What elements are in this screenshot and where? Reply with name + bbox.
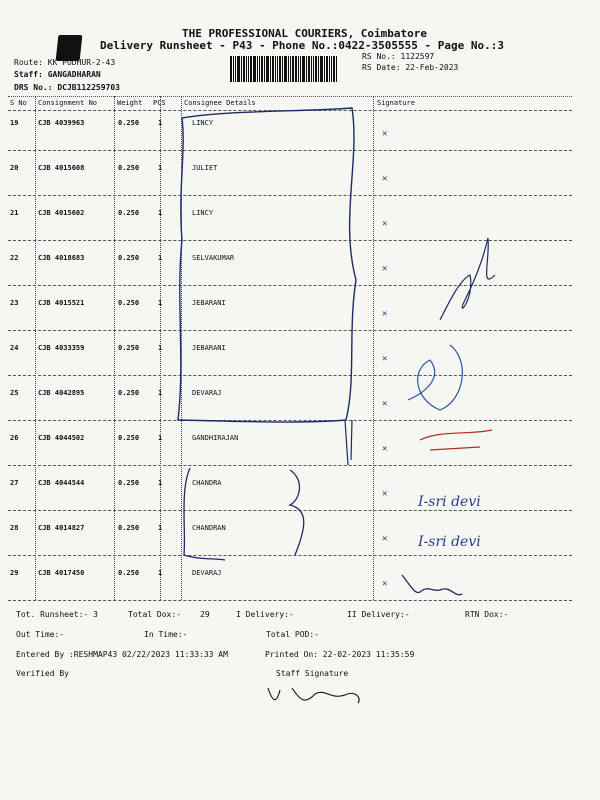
ii-delivery: II Delivery:- <box>347 610 410 619</box>
row-sno: 20 <box>10 164 19 172</box>
verified-by: Verified By <box>16 669 69 678</box>
red-ink-mark <box>420 430 492 450</box>
row-sno: 21 <box>10 209 19 217</box>
row-weight: 0.250 <box>118 389 140 397</box>
row-sno: 25 <box>10 389 19 397</box>
row-weight: 0.250 <box>118 164 140 172</box>
in-time: In Time:- <box>144 630 188 639</box>
row-consignment-no: CJB 4033359 <box>38 344 85 352</box>
row-consignee-name: DEVARAJ <box>192 389 222 397</box>
staff-signature-scrawl <box>268 688 359 703</box>
pen-bracket-right <box>290 470 304 555</box>
row-sno: 28 <box>10 524 19 532</box>
rs-number: RS No.: 1122597 <box>362 52 435 61</box>
row-sno: 26 <box>10 434 19 442</box>
row-consignee-name: GANDHIRAJAN <box>192 434 239 442</box>
row-consignee-name: JEBARANI <box>192 344 226 352</box>
total-dox-value: 29 <box>200 610 210 619</box>
row-consignment-no: CJB 4017450 <box>38 569 85 577</box>
row-weight: 0.250 <box>118 209 140 217</box>
signature-scrawl-1 <box>440 238 495 320</box>
row-weight: 0.250 <box>118 434 140 442</box>
signature-tick-mark: ✕ <box>382 174 388 184</box>
staff-label: Staff: GANGADHARAN <box>14 70 101 79</box>
row-consignee-name: JULIET <box>192 164 218 172</box>
row-pcs: 1 <box>158 164 163 172</box>
signature-tick-mark: ✕ <box>382 264 388 274</box>
row-consignment-no: CJB 4044502 <box>38 434 85 442</box>
row-pcs: 1 <box>158 344 163 352</box>
row-consignee-name: DEVARAJ <box>192 569 222 577</box>
rs-date: RS Date: 22-Feb-2023 <box>362 63 459 72</box>
row-pcs: 1 <box>158 569 163 577</box>
row-consignee-name: CHANDRA <box>192 479 222 487</box>
row-weight: 0.250 <box>118 479 140 487</box>
row-consignee-name: LINCY <box>192 209 214 217</box>
row-pcs: 1 <box>158 299 163 307</box>
signature-tick-mark: ✕ <box>382 354 388 364</box>
signature-scrawl-2 <box>408 345 462 410</box>
signature-tick-mark: ✕ <box>382 309 388 319</box>
signature-tick-mark: ✕ <box>382 219 388 229</box>
signature-tick-mark: ✕ <box>382 129 388 139</box>
document-title: THE PROFESSIONAL COURIERS, Coimbatore <box>182 27 428 40</box>
row-pcs: 1 <box>158 209 163 217</box>
signature-tick-mark: ✕ <box>382 534 388 544</box>
signature-tick-mark: ✕ <box>382 399 388 409</box>
col-consignment: Consignment No <box>38 99 98 107</box>
row-weight: 0.250 <box>118 119 140 127</box>
row-sno: 24 <box>10 344 19 352</box>
handwritten-signature-row28: I-sri devi <box>418 534 481 550</box>
row-pcs: 1 <box>158 434 163 442</box>
row-consignee-name: SELVAKUMAR <box>192 254 235 262</box>
pen-tick-mark <box>345 420 352 465</box>
pen-box-mark <box>178 108 356 422</box>
signature-tick-mark: ✕ <box>382 444 388 454</box>
pen-bracket-left <box>184 468 225 560</box>
row-weight: 0.250 <box>118 524 140 532</box>
tot-runsheet: Tot. Runsheet:- 3 <box>16 610 98 619</box>
row-pcs: 1 <box>158 254 163 262</box>
row-consignment-no: CJB 4015608 <box>38 164 85 172</box>
row-weight: 0.250 <box>118 299 140 307</box>
signature-scrawl-3 <box>402 575 462 595</box>
signature-tick-mark: ✕ <box>382 489 388 499</box>
row-weight: 0.250 <box>118 344 140 352</box>
col-weight: Weight <box>117 99 143 107</box>
route-label: Route: KK PUDHUR-2-43 <box>14 58 116 67</box>
total-dox-label: Total Dox:- <box>128 610 181 619</box>
row-pcs: 1 <box>158 479 163 487</box>
col-signature: Signature <box>377 99 415 107</box>
staff-signature-label: Staff Signature <box>276 669 349 678</box>
col-consignee: Consignee Details <box>184 99 256 107</box>
row-pcs: 1 <box>158 524 163 532</box>
row-sno: 29 <box>10 569 19 577</box>
handwritten-signature-row27: I-sri devi <box>418 494 481 510</box>
row-consignee-name: JEBARANI <box>192 299 226 307</box>
row-sno: 22 <box>10 254 19 262</box>
document-subtitle: Delivery Runsheet - P43 - Phone No.:0422-3505555 - Page No.:3 <box>100 39 504 52</box>
row-consignment-no: CJB 4039963 <box>38 119 85 127</box>
row-pcs: 1 <box>158 389 163 397</box>
printed-on: Printed On: 22-02-2023 11:35:59 <box>265 650 415 659</box>
entered-by: Entered By :RESHMAP43 02/22/2023 11:33:33 AM <box>16 650 228 659</box>
row-consignment-no: CJB 4014827 <box>38 524 85 532</box>
drs-number: DRS No.: DCJB112259703 <box>14 83 120 92</box>
row-consignee-name: CHANDRAN <box>192 524 226 532</box>
row-sno: 27 <box>10 479 19 487</box>
col-sno: S No <box>10 99 27 107</box>
i-delivery: I Delivery:- <box>236 610 294 619</box>
row-sno: 19 <box>10 119 19 127</box>
row-consignee-name: LINCY <box>192 119 214 127</box>
row-weight: 0.250 <box>118 569 140 577</box>
row-consignment-no: CJB 4015602 <box>38 209 85 217</box>
row-sno: 23 <box>10 299 19 307</box>
row-pcs: 1 <box>158 119 163 127</box>
rtn-dox: RTN Dox:- <box>465 610 509 619</box>
signature-tick-mark: ✕ <box>382 579 388 589</box>
total-pod: Total POD:- <box>266 630 319 639</box>
col-pcs: PCS <box>153 99 166 107</box>
out-time: Out Time:- <box>16 630 65 639</box>
row-consignment-no: CJB 4042895 <box>38 389 85 397</box>
row-weight: 0.250 <box>118 254 140 262</box>
row-consignment-no: CJB 4015521 <box>38 299 85 307</box>
row-consignment-no: CJB 4044544 <box>38 479 85 487</box>
row-consignment-no: CJB 4018683 <box>38 254 85 262</box>
